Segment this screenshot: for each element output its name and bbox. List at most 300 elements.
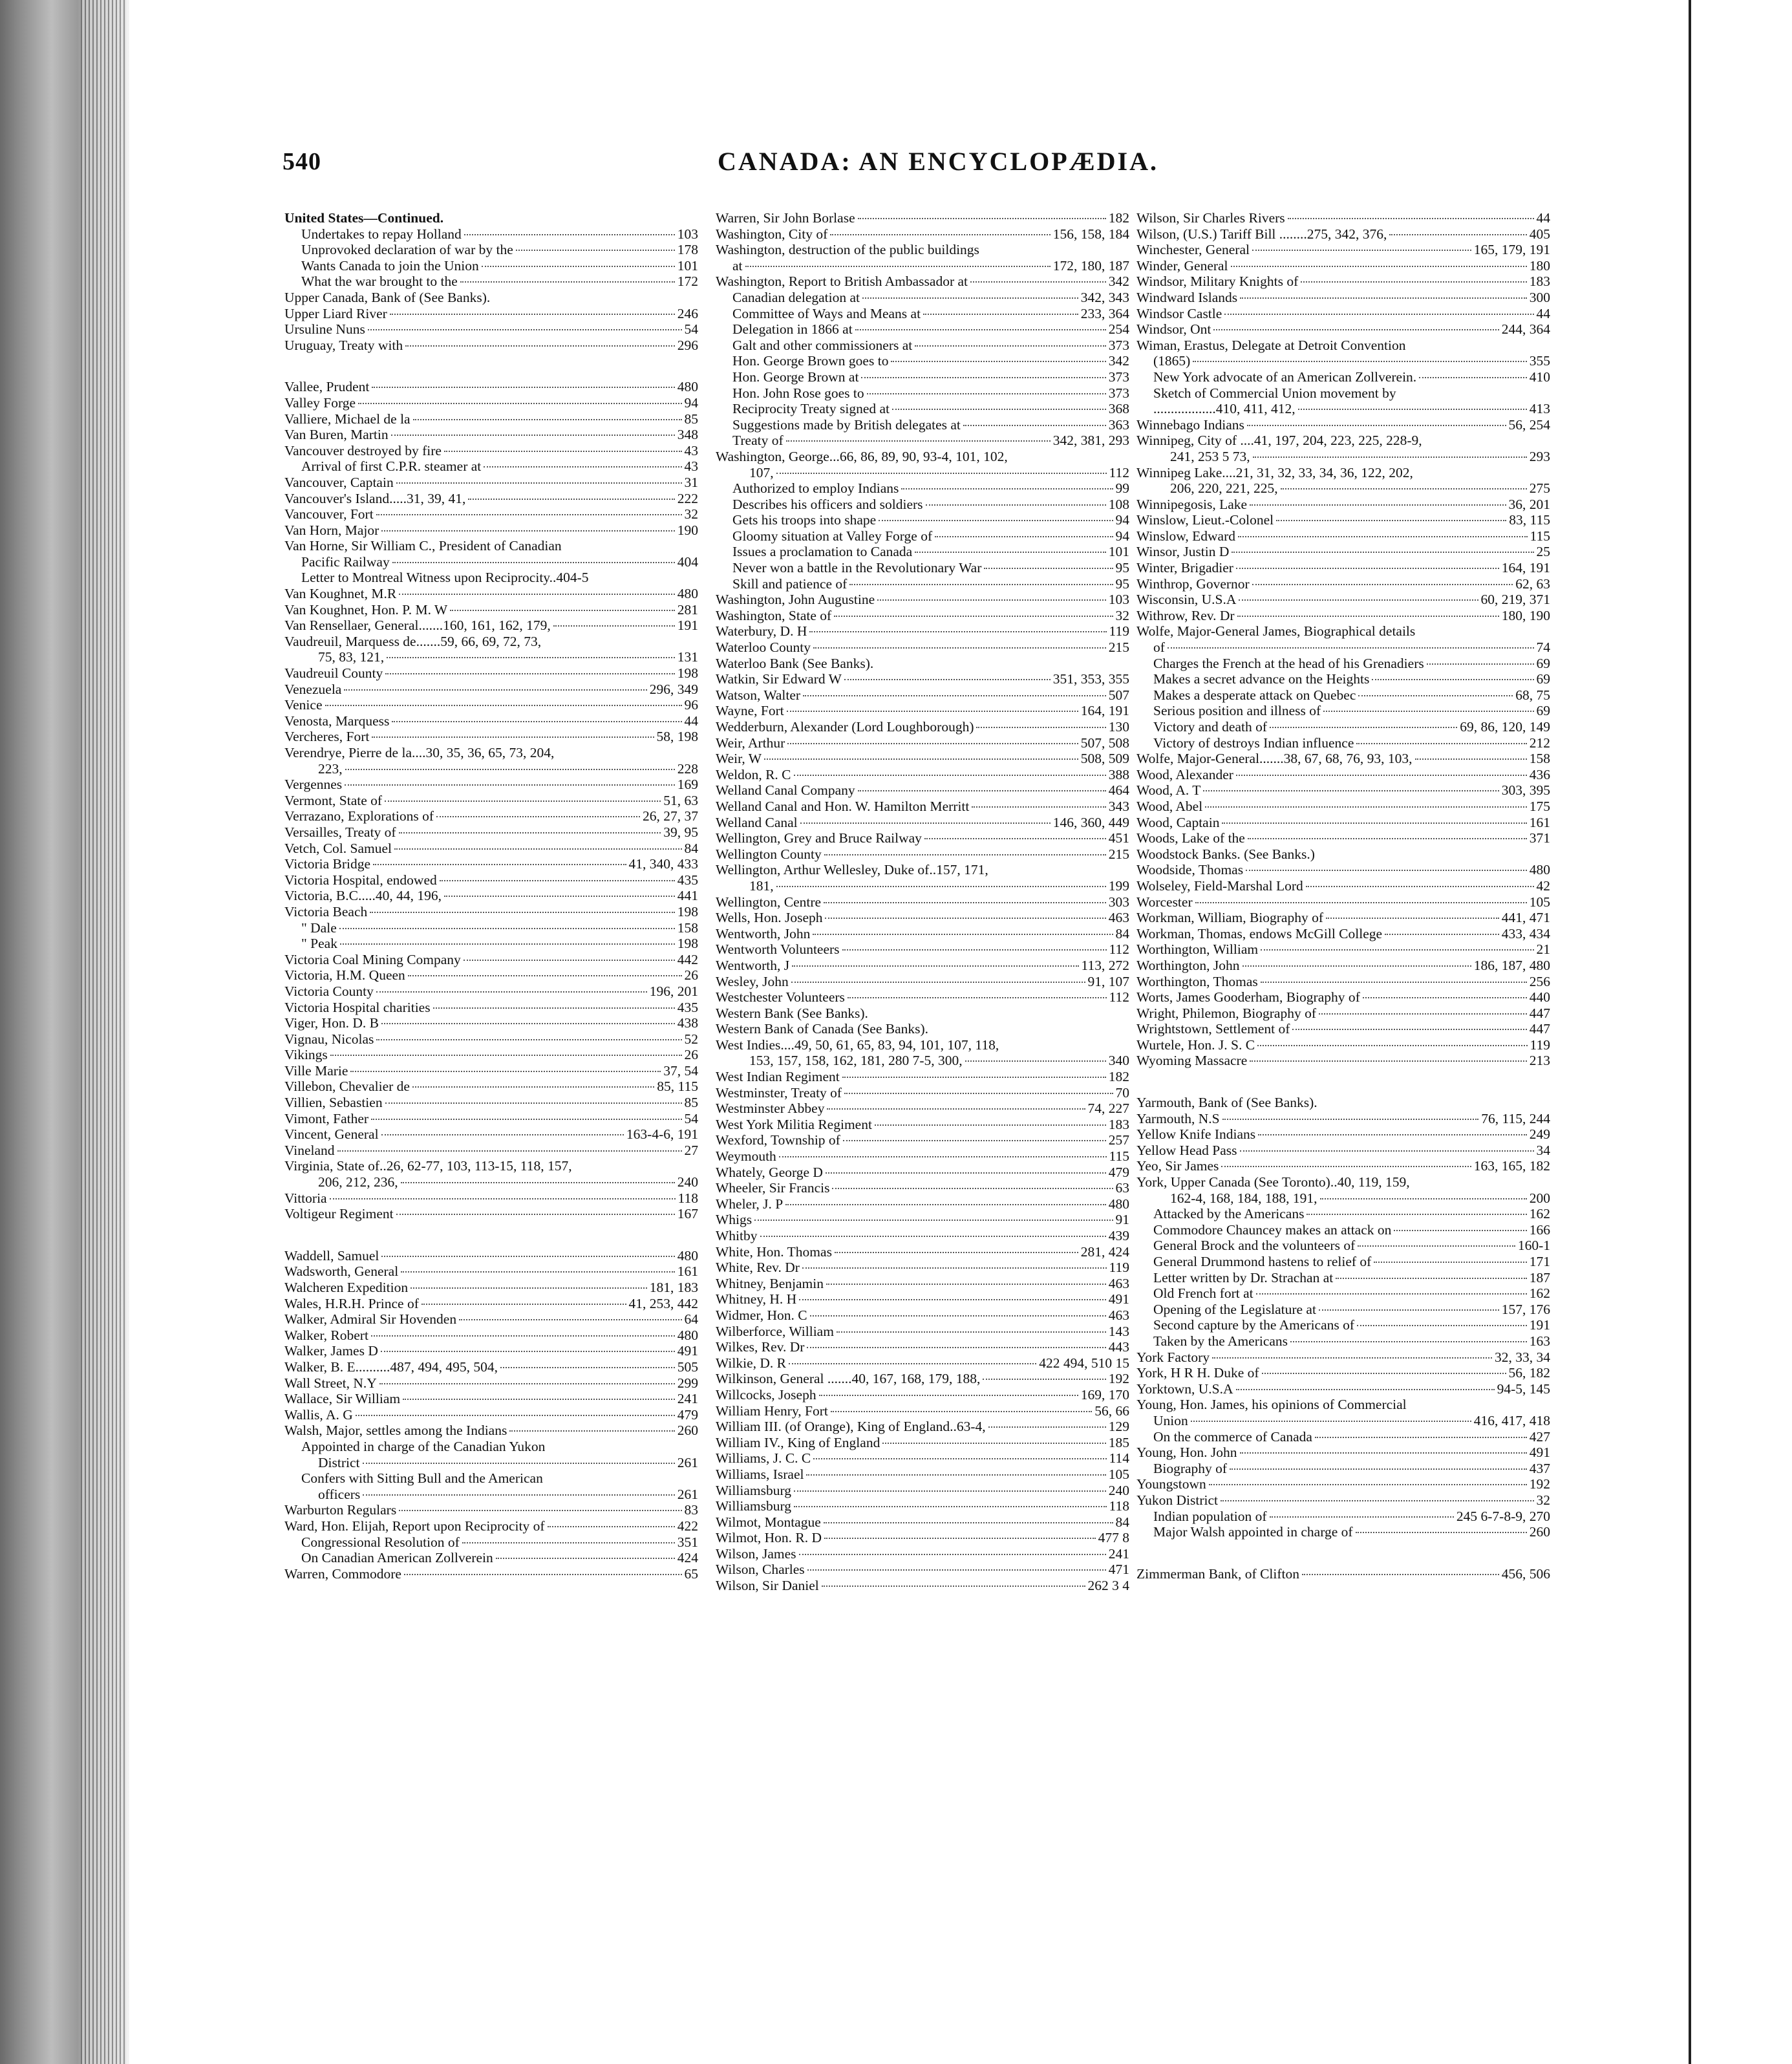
entry-term: Canadian delegation at — [732, 289, 860, 305]
entry-term: Wallace, Sir William — [284, 1391, 401, 1407]
leader-dots — [1250, 1060, 1526, 1062]
entry-pages: 32 — [1536, 1492, 1550, 1508]
entry-term: West York Militia Regiment — [716, 1116, 872, 1132]
index-entry — [1136, 242, 1550, 258]
index-entry — [1136, 1254, 1550, 1270]
leader-dots — [1356, 1532, 1527, 1533]
entry-term: Wolfe, Major-General James, Biographical details — [1136, 623, 1416, 640]
leader-dots — [399, 594, 675, 595]
leader-dots — [482, 266, 675, 267]
entry-term: What the war brought to the — [301, 274, 458, 290]
entry-pages: 190 — [677, 522, 698, 538]
entry-term: Winter, Brigadier — [1136, 560, 1233, 576]
entry-term: York, Upper Canada (See Toronto)..40, 119, 159, — [1136, 1174, 1410, 1190]
entry-term: Williams, J. C. C — [716, 1450, 811, 1467]
entry-term: Opening of the Legislature at — [1153, 1301, 1316, 1317]
entry-pages: 156, 158, 184 — [1052, 226, 1129, 242]
entry-pages: 507 — [1108, 687, 1129, 703]
entry-pages: 373 — [1108, 369, 1129, 385]
index-entry — [284, 1031, 698, 1048]
leader-dots — [390, 314, 675, 315]
index-entry — [284, 1174, 698, 1190]
leader-dots — [799, 1299, 1106, 1300]
index-entry — [716, 1037, 1129, 1053]
entry-term: West Indies....49, 50, 61, 65, 83, 94, 101, 107, 118, — [716, 1037, 999, 1053]
entry-term: Union — [1153, 1412, 1188, 1428]
index-entry — [284, 1263, 698, 1280]
index-entry — [284, 1015, 698, 1031]
entry-term: Upper Canada, Bank of (See Banks). — [284, 289, 491, 305]
entry-pages: 244, 364 — [1501, 321, 1550, 338]
index-entry — [1136, 703, 1550, 719]
index-entry — [1136, 751, 1550, 767]
entry-term: Winsor, Justin D — [1136, 544, 1230, 560]
index-entry — [284, 761, 698, 777]
leader-dots — [1236, 1389, 1495, 1390]
leader-dots — [363, 1463, 675, 1464]
leader-dots — [1363, 997, 1527, 998]
index-entry — [1136, 338, 1550, 354]
leader-dots — [891, 361, 1105, 362]
entry-term: Youngstown — [1136, 1476, 1206, 1492]
index-entry — [1136, 941, 1550, 958]
entry-term: Galt and other commissioners at — [732, 337, 913, 353]
index-entry — [1136, 640, 1550, 656]
entry-pages: 293 — [1529, 448, 1550, 464]
entry-pages: 27 — [684, 1142, 698, 1158]
leader-dots — [1238, 536, 1528, 537]
index-entry — [716, 958, 1129, 974]
leader-dots — [373, 864, 626, 865]
entry-pages: 260 — [677, 1423, 698, 1439]
leader-dots — [806, 1474, 1105, 1476]
entry-term: " Dale — [301, 919, 337, 936]
entry-term: Letter written by Dr. Strachan at — [1153, 1269, 1334, 1285]
index-entry — [284, 1328, 698, 1344]
leader-dots — [976, 727, 1105, 728]
entry-term: Westminster, Treaty of — [716, 1084, 842, 1101]
leader-dots — [835, 1252, 1078, 1253]
entry-pages: 410 — [1529, 369, 1550, 385]
index-entry — [716, 640, 1129, 656]
entry-term: (1865) — [1153, 353, 1191, 369]
entry-term: Winthrop, Governor — [1136, 575, 1250, 592]
leader-dots — [403, 1399, 675, 1400]
index-entry — [284, 411, 698, 427]
entry-term: Wellington County — [716, 846, 822, 862]
leader-dots — [408, 975, 682, 976]
leader-dots — [1301, 281, 1526, 283]
index-column-2 — [716, 210, 1129, 1594]
leader-dots — [330, 1055, 682, 1056]
entry-pages: 363 — [1108, 416, 1129, 433]
index-entry — [284, 522, 698, 539]
entry-term: Vancouver destroyed by fire — [284, 442, 442, 458]
index-entry — [716, 894, 1129, 910]
leader-dots — [1261, 982, 1527, 983]
index-entry — [716, 1228, 1129, 1244]
index-entry — [284, 618, 698, 634]
index-entry — [284, 1248, 698, 1264]
leader-dots — [1372, 679, 1533, 680]
entry-term: Wellington, Arthur Wellesley, Duke of..157, 171, — [716, 862, 988, 878]
leader-dots — [892, 409, 1106, 410]
entry-term: Sketch of Commercial Union movement by — [1153, 385, 1396, 401]
entry-pages: 491 — [677, 1343, 698, 1359]
entry-pages: 413 — [1529, 401, 1550, 417]
index-entry — [284, 1000, 698, 1016]
leader-dots — [1281, 488, 1527, 489]
entry-term: Winnipeg Lake....21, 31, 32, 33, 34, 36, 122, 202, — [1136, 464, 1413, 480]
entry-term: Hon. George Brown goes to — [732, 353, 889, 369]
entry-term: Victoria Hospital charities — [284, 999, 431, 1015]
entry-pages: 435 — [677, 872, 698, 888]
entry-term: Winnipegosis, Lake — [1136, 496, 1248, 512]
index-entry — [284, 1455, 698, 1471]
leader-dots — [1236, 568, 1499, 569]
entry-term: General Drummond hastens to relief of — [1153, 1254, 1372, 1269]
entry-pages: 103 — [1108, 592, 1129, 608]
leader-dots — [1168, 647, 1534, 649]
entry-pages: 447 — [1529, 1005, 1550, 1021]
entry-term: Valley Forge — [284, 394, 356, 411]
index-entry — [284, 226, 698, 242]
entry-term: Warburton Regulars — [284, 1502, 397, 1518]
entry-pages: 185 — [1108, 1434, 1129, 1450]
entry-term: Venezuela — [284, 681, 342, 697]
entry-pages: 101 — [1108, 544, 1129, 560]
entry-term: Victoria Hospital, endowed — [284, 872, 437, 888]
entry-pages: 441, 471 — [1501, 910, 1550, 926]
leader-dots — [394, 848, 681, 850]
entry-term: Wrightstown, Settlement of — [1136, 1021, 1290, 1037]
entry-term: Vetch, Col. Samuel — [284, 840, 392, 856]
entry-term: Wadsworth, General — [284, 1263, 399, 1280]
leader-dots — [924, 838, 1106, 839]
entry-pages: 303, 395 — [1501, 782, 1550, 799]
index-entry — [1136, 226, 1550, 242]
entry-pages: 480 — [677, 1247, 698, 1263]
entry-pages: 182 — [1108, 210, 1129, 226]
index-entry — [1136, 687, 1550, 704]
entry-term: Western Bank (See Banks). — [716, 1005, 868, 1021]
index-entry — [284, 1391, 698, 1407]
entry-pages: 167 — [677, 1206, 698, 1222]
entry-pages: 436 — [1529, 766, 1550, 782]
entry-pages: 52 — [684, 1031, 698, 1047]
entry-term: Williamsburg — [716, 1482, 791, 1498]
leader-dots — [1419, 377, 1527, 378]
index-entry — [284, 1534, 698, 1551]
leader-dots — [875, 1124, 1106, 1126]
entry-term: Vineland — [284, 1142, 335, 1158]
leader-dots — [844, 1093, 1113, 1094]
entry-pages: 200 — [1529, 1190, 1550, 1206]
leader-dots — [436, 816, 640, 817]
leader-dots — [460, 281, 675, 283]
index-entry — [284, 841, 698, 857]
entry-pages: 464 — [1108, 782, 1129, 799]
entry-term: Wheeler, Sir Francis — [716, 1180, 830, 1196]
entry-term: Indian population of — [1153, 1508, 1267, 1524]
index-entry — [716, 735, 1129, 751]
entry-pages: 241 — [677, 1391, 698, 1407]
entry-pages: 74, 227 — [1087, 1101, 1129, 1117]
entry-pages: 85 — [684, 411, 698, 427]
leader-dots — [444, 896, 675, 897]
index-entry — [1136, 1445, 1550, 1461]
leader-dots — [799, 1554, 1106, 1555]
leader-dots — [963, 425, 1106, 426]
entry-pages: 439 — [1108, 1228, 1129, 1243]
leader-dots — [371, 1335, 675, 1337]
index-entry — [716, 910, 1129, 926]
leader-dots — [984, 568, 1113, 569]
index-entry — [284, 321, 698, 338]
leader-dots — [516, 250, 675, 251]
entry-pages: 342 — [1108, 274, 1129, 290]
entry-term: Ursuline Nuns — [284, 321, 365, 338]
leader-dots — [1250, 504, 1506, 506]
index-entry — [716, 290, 1129, 306]
index-entry — [284, 888, 698, 904]
index-entry — [1136, 417, 1550, 433]
leader-dots — [1358, 1245, 1515, 1247]
index-entry — [716, 1053, 1129, 1069]
entry-pages: 260 — [1529, 1524, 1550, 1540]
entry-term: officers — [318, 1486, 361, 1502]
leader-dots — [1358, 695, 1513, 696]
entry-term: District — [318, 1454, 360, 1470]
entry-term: Wentworth, John — [716, 925, 811, 941]
entry-pages: 191 — [677, 618, 698, 634]
leader-dots — [553, 625, 675, 627]
entry-term: Wilkie, D. R — [716, 1355, 787, 1371]
entry-pages: 171 — [1529, 1254, 1550, 1269]
index-entry — [1136, 1540, 1550, 1566]
entry-pages: 180, 190 — [1501, 607, 1550, 623]
entry-term: Waterloo Bank (See Banks). — [716, 655, 874, 671]
leader-dots — [1257, 1045, 1527, 1046]
leader-dots — [824, 854, 1106, 855]
index-entry — [1136, 1509, 1550, 1525]
leader-dots — [1205, 806, 1527, 808]
entry-term: Windward Islands — [1136, 289, 1238, 305]
leader-dots — [926, 504, 1106, 506]
index-entry — [1136, 671, 1550, 687]
leader-dots — [337, 1150, 682, 1152]
leader-dots — [330, 1198, 676, 1199]
index-entry — [284, 570, 698, 586]
leader-dots — [1209, 1484, 1527, 1485]
leader-dots — [1262, 1373, 1506, 1374]
entry-term: Watson, Walter — [716, 687, 801, 703]
index-entry — [284, 338, 698, 354]
index-entry — [284, 856, 698, 872]
entry-term: Wood, Captain — [1136, 814, 1220, 830]
index-entry — [716, 623, 1129, 640]
leader-dots — [1195, 902, 1527, 903]
entry-term: Reciprocity Treaty signed at — [732, 401, 890, 417]
leader-dots — [807, 1347, 1105, 1348]
entry-pages: 233, 364 — [1080, 305, 1129, 321]
entry-pages: 441 — [677, 888, 698, 904]
entry-pages: 222 — [677, 490, 698, 506]
entry-term: Biography of — [1153, 1460, 1228, 1476]
entry-pages: 451 — [1108, 830, 1129, 846]
leader-dots — [1203, 790, 1499, 791]
leader-dots — [1357, 1325, 1527, 1326]
entry-term: Windsor, Ont — [1136, 321, 1211, 338]
index-entry — [716, 1180, 1129, 1196]
entry-pages: 96 — [684, 697, 698, 713]
index-entry — [284, 1375, 698, 1392]
entry-pages: 198 — [677, 936, 698, 952]
entry-term: Workman, William, Biography of — [1136, 910, 1324, 926]
index-entry — [1136, 910, 1550, 926]
index-entry — [1136, 1413, 1550, 1429]
entry-pages: 146, 360, 449 — [1052, 814, 1129, 830]
leader-dots — [385, 801, 661, 802]
leader-dots — [344, 689, 646, 691]
leader-dots — [824, 902, 1106, 903]
entry-term: Victoria County — [284, 983, 374, 999]
index-entry — [284, 1063, 698, 1079]
index-entry — [284, 713, 698, 729]
index-entry — [716, 560, 1129, 576]
index-entry — [716, 338, 1129, 354]
leader-dots — [440, 880, 675, 881]
index-entry — [284, 777, 698, 793]
entry-term: Vergennes — [284, 777, 343, 793]
entry-pages: 199 — [1108, 877, 1129, 894]
leader-dots — [1415, 758, 1527, 760]
index-entry — [1136, 878, 1550, 894]
entry-pages: 108 — [1108, 496, 1129, 512]
entry-term: Ward, Hon. Elijah, Report upon Reciprocity of — [284, 1518, 545, 1534]
entry-term: William Henry, Fort — [716, 1403, 828, 1419]
index-entry — [716, 671, 1129, 687]
leader-dots — [1230, 1468, 1527, 1470]
index-entry — [1136, 1069, 1550, 1095]
index-entry — [284, 1158, 698, 1174]
leader-dots — [800, 822, 1051, 824]
entry-term: Wyoming Massacre — [1136, 1053, 1248, 1069]
entry-pages: 300 — [1529, 289, 1550, 305]
entry-pages: 404 — [677, 554, 698, 570]
leader-dots — [459, 1319, 681, 1320]
entry-pages: 32 — [684, 506, 698, 522]
entry-pages: 169 — [677, 777, 698, 793]
entry-term: Van Buren, Martin — [284, 427, 389, 443]
leader-dots — [1239, 599, 1478, 601]
entry-term: Vimont, Father — [284, 1110, 369, 1126]
index-entry — [1136, 1021, 1550, 1037]
entry-term: 153, 157, 158, 162, 181, 280 7-5, 300, — [749, 1053, 963, 1069]
leader-dots — [1306, 886, 1534, 887]
leader-dots — [824, 1538, 1096, 1539]
entry-pages: 435 — [677, 999, 698, 1015]
entry-pages: 172, 180, 187 — [1052, 257, 1129, 274]
entry-pages: 25 — [1536, 544, 1550, 560]
entry-pages: 491 — [1529, 1445, 1550, 1461]
index-entry — [284, 1111, 698, 1127]
page-edge-rule — [1689, 0, 1691, 2064]
entry-pages: 437 — [1529, 1460, 1550, 1476]
entry-term: Yorktown, U.S.A — [1136, 1381, 1233, 1397]
entry-pages: 433, 434 — [1501, 925, 1550, 941]
entry-pages: 491 — [1108, 1291, 1129, 1307]
index-entry — [716, 1021, 1129, 1037]
leader-dots — [385, 673, 674, 674]
entry-term: Western Bank of Canada (See Banks). — [716, 1021, 929, 1037]
leader-dots — [877, 599, 1106, 601]
entry-term: Vercheres, Fort — [284, 729, 370, 745]
leader-dots — [1252, 584, 1513, 585]
index-column-3 — [1136, 210, 1550, 1582]
entry-term: Wexford, Township of — [716, 1132, 840, 1148]
leader-dots — [371, 1119, 681, 1120]
entry-term: Weir, Arthur — [716, 735, 785, 751]
index-entry — [284, 1079, 698, 1095]
entry-term: William III. (of Orange), King of England..63-4, — [716, 1419, 986, 1435]
index-entry — [716, 1005, 1129, 1022]
entry-term: Describes his officers and soldiers — [732, 496, 923, 512]
leader-dots — [794, 1490, 1106, 1492]
entry-term: Workman, Thomas, endows McGill College — [1136, 925, 1383, 941]
index-entry — [1136, 1285, 1550, 1302]
entry-pages: 43 — [684, 442, 698, 458]
entry-pages: 456, 506 — [1501, 1565, 1550, 1582]
entry-pages: 175 — [1529, 798, 1550, 814]
leader-dots — [1315, 1437, 1527, 1438]
entry-pages: 129 — [1108, 1419, 1129, 1435]
entry-term: Walker, James D — [284, 1343, 378, 1359]
leader-dots — [404, 1574, 682, 1575]
index-entry — [1136, 1365, 1550, 1381]
leader-dots — [339, 928, 675, 929]
leader-dots — [760, 1236, 1106, 1237]
entry-pages: 54 — [684, 1110, 698, 1126]
entry-term: Washington, City of — [716, 226, 828, 242]
entry-pages: 507, 508 — [1080, 735, 1129, 751]
entry-term: Vermont, State of — [284, 792, 383, 808]
index-entry — [284, 274, 698, 290]
index-entry — [284, 936, 698, 952]
leader-dots — [1323, 711, 1533, 712]
entry-term: Wells, Hon. Joseph — [716, 910, 823, 926]
leader-dots — [381, 1351, 675, 1352]
entry-pages: 443 — [1108, 1339, 1129, 1355]
entry-pages: 76, 115, 244 — [1481, 1110, 1550, 1126]
index-entry — [284, 353, 698, 379]
entry-term: Van Horn, Major — [284, 522, 379, 538]
leader-dots — [387, 657, 675, 658]
leader-dots — [745, 266, 1051, 267]
leader-dots — [1427, 663, 1534, 665]
entry-term: Vallee, Prudent — [284, 379, 370, 395]
index-entry — [1136, 1095, 1550, 1111]
entry-term: York, H R H. Duke of — [1136, 1365, 1259, 1381]
entry-term: Wood, A. T — [1136, 782, 1201, 799]
entry-term: Confers with Sitting Bull and the American — [301, 1470, 543, 1487]
entry-pages: 119 — [1530, 1037, 1550, 1053]
leader-dots — [376, 514, 682, 515]
index-entry — [716, 703, 1129, 719]
entry-term: Wisconsin, U.S.A — [1136, 592, 1237, 608]
leader-dots — [862, 297, 1078, 299]
index-entry — [716, 799, 1129, 815]
